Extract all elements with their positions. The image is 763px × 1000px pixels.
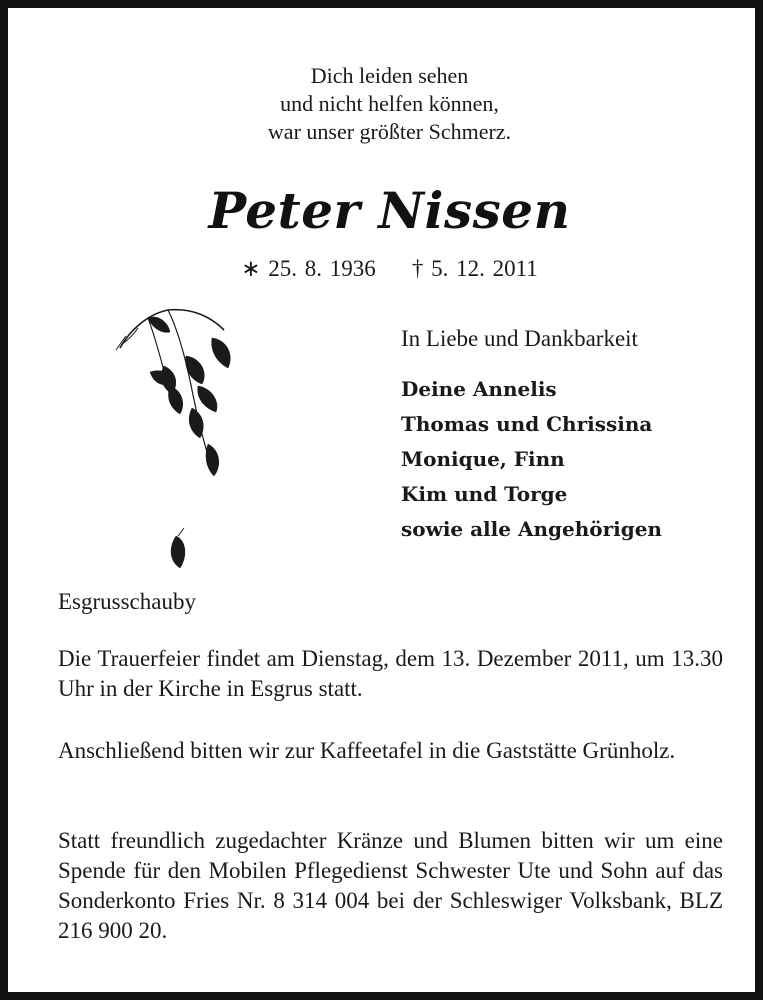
place-name: Esgrusschauby: [58, 589, 196, 614]
donation-paragraph: Statt freundlich zugedachter Kränze und Blumen bitten wir um eine Spende für den Mobilen Pflegedienst Schwester Ute und Sohn auf das Sonderkonto Fries Nr. 8 314 004 bei der Schleswiger Volksbank, BLZ 216 900 20.: [58, 828, 723, 943]
birth-date: ∗ 25. 8. 1936: [241, 256, 376, 281]
verse-line: war unser größter Schmerz.: [267, 119, 512, 144]
memorial-verse: [8, 62, 763, 146]
mourner-name: sowie alle Angehörigen: [401, 517, 662, 541]
mourners-list: [401, 372, 662, 547]
deceased-name: Peter Nissen: [208, 181, 571, 240]
reception-paragraph: Anschließend bitten wir zur Kaffeetafel in die Gaststätte Grünholz.: [58, 738, 676, 763]
death-date: † 5. 12. 2011: [411, 256, 538, 281]
verse-line: Dich leiden sehen: [310, 63, 469, 88]
funeral-service-paragraph: Die Trauerfeier findet am Dienstag, dem 13. Dezember 2011, um 13.30 Uhr in der Kirche in Esgrus statt.: [58, 646, 723, 701]
life-dates: [8, 254, 763, 284]
verse-line: und nicht helfen können,: [280, 91, 499, 116]
dedication-line: In Liebe und Dankbarkeit: [401, 326, 638, 351]
mourner-name: Thomas und Chrissina: [401, 412, 653, 436]
mourner-name: Deine Annelis: [401, 377, 557, 401]
mourner-name: Kim und Torge: [401, 482, 568, 506]
birch-branch-icon: [108, 300, 248, 590]
mourner-name: Monique, Finn: [401, 447, 565, 471]
